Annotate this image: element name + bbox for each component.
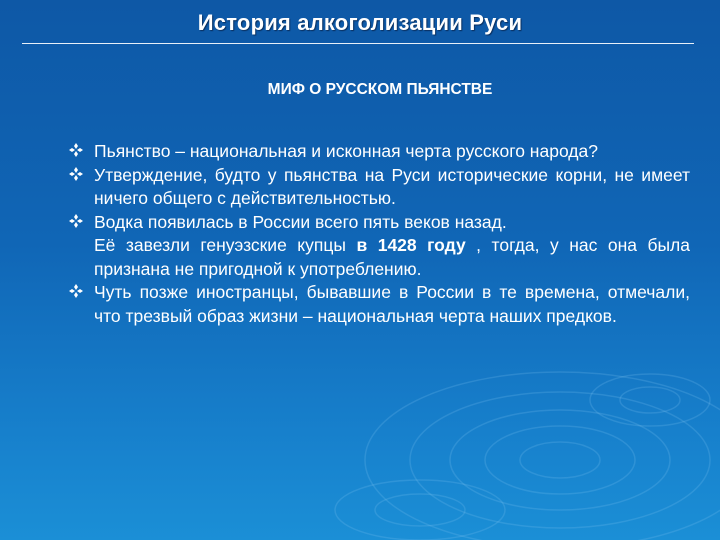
list-item-year-bold: в 1428 году: [356, 235, 466, 255]
bullet-list: [68, 140, 690, 328]
list-item: [68, 140, 690, 164]
list-item-text-part1: Её завезли генуэзские купцы: [94, 235, 357, 255]
title-underline: [22, 43, 694, 44]
diamond-bullet-icon: [68, 142, 84, 158]
slide-subtitle: МИФ О РУССКОМ ПЬЯНСТВЕ: [267, 81, 493, 98]
list-item-text-part2: , тогда, у нас она была признана не пригодной к употреблению.: [94, 235, 690, 279]
diamond-bullet-icon: [68, 166, 84, 182]
list-item: [68, 164, 690, 211]
list-item: [68, 281, 690, 328]
list-item-text-line1: Водка появилась в России всего пять веков назад.: [94, 211, 507, 232]
diamond-bullet-icon: [68, 283, 84, 299]
list-item-text: Пьянство – национальная и исконная черта русского народа?: [94, 141, 598, 161]
list-item: [68, 211, 690, 282]
list-item-text: Чуть позже иностранцы, бывавшие в России в те времена, отмечали, что трезвый образ жизни – национальная черта наших предков.: [94, 282, 690, 326]
list-item-text: Утверждение, будто у пьянства на Руси исторические корни, не имеет ничего общего с действительностью.: [94, 164, 690, 208]
slide-title: История алкоголизации Руси: [197, 10, 523, 35]
diamond-bullet-icon: [68, 213, 84, 229]
